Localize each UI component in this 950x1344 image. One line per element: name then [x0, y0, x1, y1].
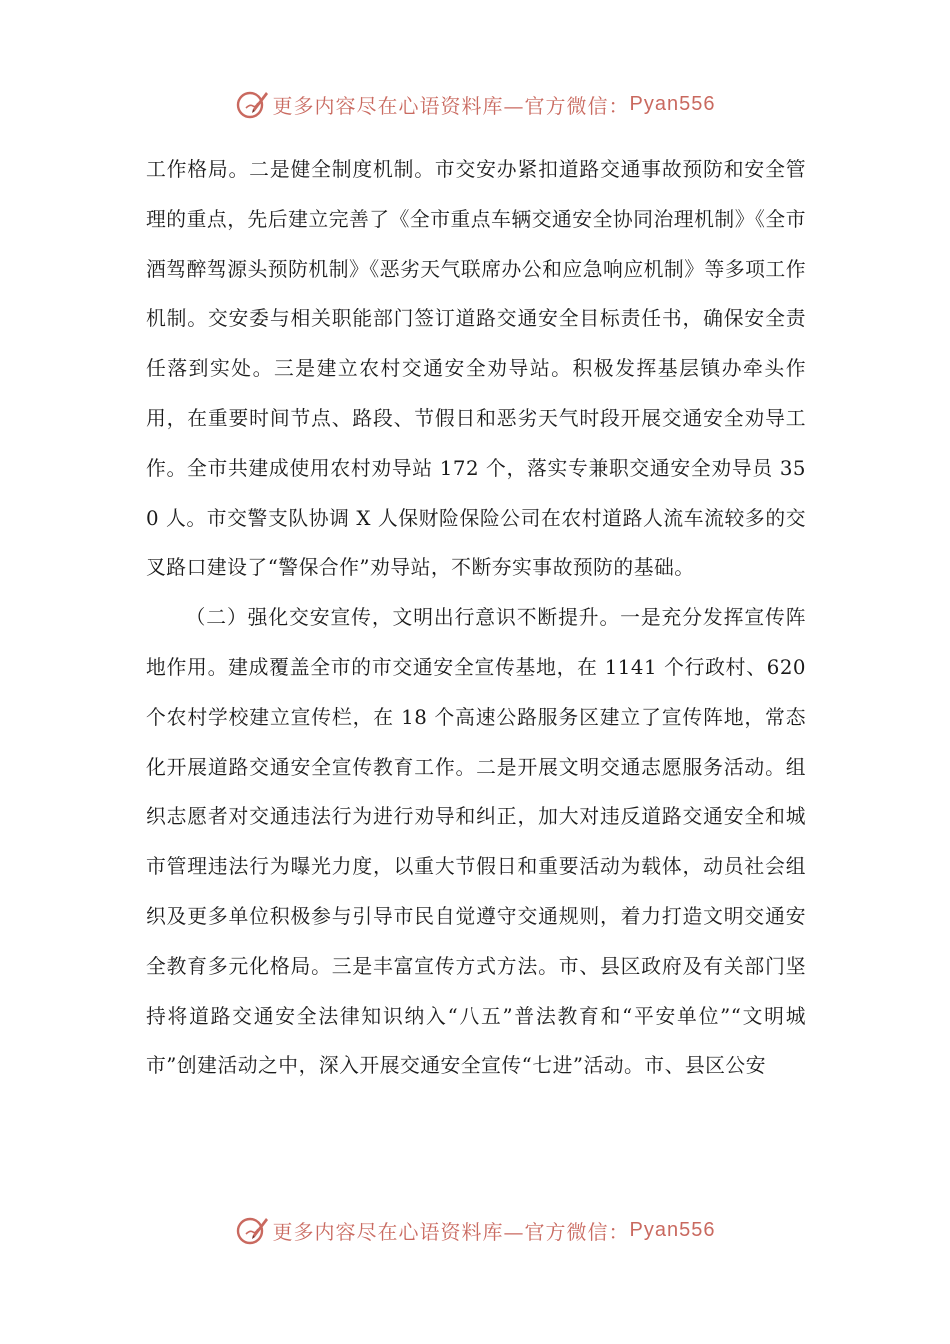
watermark-header: [0, 82, 950, 126]
watermark-footer: [0, 1208, 950, 1252]
watermark-text: 更多内容尽在心语资料库—官方微信：: [272, 1219, 630, 1244]
pen-on-circle-icon: [235, 87, 269, 121]
watermark-wechat-id: Pyan556: [629, 1218, 716, 1241]
body-paragraph: （二）强化交安宣传，文明出行意识不断提升。一是充分发挥宣传阵地作用。建成覆盖全市的市交通安全宣传基地，在 1141 个行政村、620 个农村学校建立宣传栏，在 18 个高速公路服务区建立了宣传阵地，常态化开展道路交通安全宣传教育工作。二是开展文明交通志愿服务活动。组织志愿者对交通违法行为进行劝导和纠正，加大对违反道路交通安全和城市管理违法行为曝光力度，以重大节假日和重要活动为载体，动员社会组织及更多单位积极参与引导市民自觉遵守交通规则，着力打造文明交通安全教育多元化格局。三是丰富宣传方式方法。市、县区政府及有关部门坚持将道路交通安全法律知识纳入“八五”普法教育和“平安单位”“文明城市”创建活动之中，深入开展交通安全宣传“七进”活动。市、县区公安: [146, 606, 806, 1078]
document-body: [146, 145, 806, 1091]
watermark-wechat-id: Pyan556: [629, 92, 716, 115]
body-paragraph: 工作格局。二是健全制度机制。市交安办紧扣道路交通事故预防和安全管理的重点，先后建立完善了《全市重点车辆交通安全协同治理机制》《全市酒驾醉驾源头预防机制》《恶劣天气联席办公和应急响应机制》等多项工作机制。交安委与相关职能部门签订道路交通安全目标责任书，确保安全责任落到实处。三是建立农村交通安全劝导站。积极发挥基层镇办牵头作用，在重要时间节点、路段、节假日和恶劣天气时段开展交通安全劝导工作。全市共建成使用农村劝导站 172 个，落实专兼职交通安全劝导员 350 人。市交警支队协调 X 人保财险保险公司在农村道路人流车流较多的交叉路口建设了“警保合作”劝导站，不断夯实事故预防的基础。: [146, 158, 806, 580]
watermark-text: 更多内容尽在心语资料库—官方微信：: [272, 93, 630, 118]
pen-on-circle-icon: [235, 1213, 269, 1247]
